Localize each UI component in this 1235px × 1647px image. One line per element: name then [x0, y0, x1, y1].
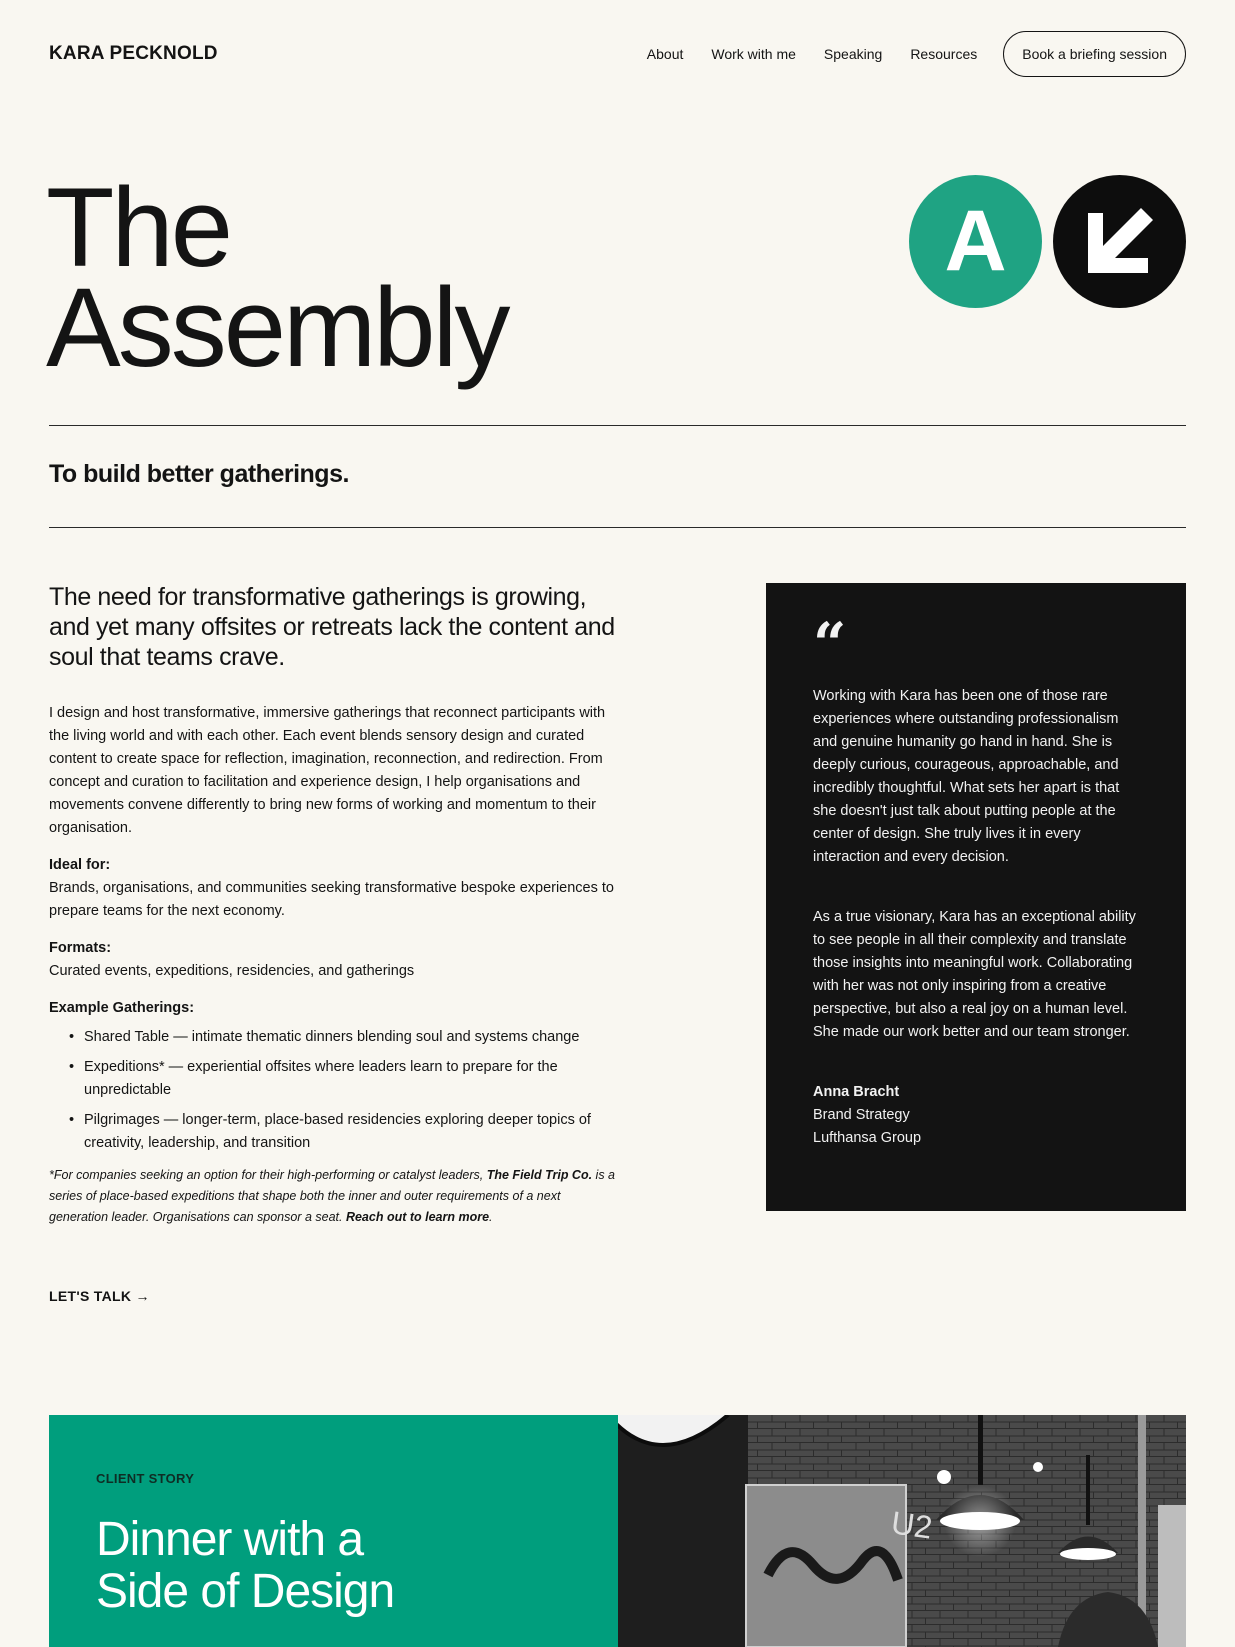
- intro-section: [49, 582, 619, 1242]
- list-item: • Expeditions* — experiential offsites where leaders learn to prepare for the unpredictable: [49, 1056, 619, 1102]
- arrow-down-left-icon-svg: [1053, 175, 1186, 308]
- page-title-line-1: The: [46, 165, 230, 290]
- footnote-text: *For companies seeking an option for their high-performing or catalyst leaders,: [49, 1168, 487, 1182]
- intro-lead: The need for transformative gatherings is growing, and yet many offsites or retreats lack the content and soul that teams crave.: [49, 583, 615, 671]
- formats-block: [49, 937, 619, 983]
- client-story-panel: [49, 1415, 618, 1647]
- formats-text: Curated events, expeditions, residencies, and gatherings: [49, 963, 415, 979]
- arrow-down-left-icon[interactable]: [1053, 175, 1186, 308]
- tagline: To build better gatherings.: [49, 460, 349, 488]
- client-story-tag: CLIENT STORY: [96, 1471, 195, 1486]
- examples-list: [49, 1026, 619, 1155]
- field-trip-footnote: [49, 1165, 619, 1228]
- examples-label: Example Gatherings:: [49, 1000, 195, 1016]
- book-briefing-button[interactable]: Book a briefing session: [1003, 31, 1186, 77]
- photo-sign-text: U2: [889, 1504, 935, 1546]
- main-nav: [619, 31, 1186, 77]
- ideal-for-label: Ideal for:: [49, 857, 111, 873]
- client-story-title-line-2: Side of Design: [96, 1565, 395, 1618]
- nav-work-with-me[interactable]: Work with me: [711, 45, 796, 62]
- testimonial-role: Brand Strategy: [813, 1107, 910, 1123]
- client-story-section[interactable]: [49, 1415, 1186, 1647]
- testimonial-name: Anna Bracht: [813, 1084, 900, 1100]
- footnote-period: .: [489, 1210, 493, 1224]
- nav-speaking[interactable]: Speaking: [823, 45, 883, 62]
- nav-about[interactable]: About: [646, 45, 684, 62]
- hero-badges: [909, 175, 1186, 308]
- ideal-for-text: Brands, organisations, and communities seeking transformative bespoke experiences to prepare teams for the next economy.: [49, 880, 614, 919]
- nav-resources[interactable]: Resources: [910, 45, 978, 62]
- letter-a-badge: A: [909, 175, 1042, 308]
- intro-paragraph: I design and host transformative, immersive gatherings that reconnect participants with the living world and with each other. Each event blends sensory design and curated content to create space for reflection, imagination, reconnection, and redirection. From concept and curation to facilitation and experience design, I help organisations and movements convene differently to bring new forms of working and momentum to their organisation.: [49, 705, 606, 836]
- testimonial-attribution: [813, 1081, 1139, 1150]
- testimonial-paragraph-1: Working with Kara has been one of those rare experiences where outstanding professionalism and genuine humanity go hand in hand. She is deeply curious, courageous, approachable, and incredibly thoughtful. What sets her apart is that she doesn't just talk about putting people at the center of design. She truly lives it in every interaction and every decision.: [813, 688, 1120, 865]
- site-header: [49, 30, 1186, 77]
- testimonial-paragraph-2: As a true visionary, Kara has an exceptional ability to see people in all their complexity and translate those insights into meaningful work. Collaborating with her was not only inspiring from a creative perspective, but also a real joy on a human level. She made our work better and our team stronger.: [813, 909, 1136, 1040]
- testimonial-text: [813, 685, 1139, 1044]
- list-item: • Shared Table — intimate thematic dinners blending soul and systems change: [49, 1026, 619, 1049]
- field-trip-co-name: The Field Trip Co.: [486, 1168, 593, 1182]
- client-story-title-line-1: Dinner with a: [96, 1513, 364, 1566]
- page-title: [46, 165, 508, 390]
- testimonial-card: [766, 583, 1186, 1211]
- divider-top: [49, 425, 1186, 426]
- footnote-text: is a series of place-based expeditions that shape both the inner and outer requirements of a next generation leader. Organisations can sponsor a seat.: [49, 1168, 616, 1224]
- formats-label: Formats:: [49, 940, 112, 956]
- testimonial-company: Lufthansa Group: [813, 1130, 922, 1146]
- page-title-line-2: Assembly: [46, 265, 508, 390]
- divider-bottom: [49, 527, 1186, 528]
- site-logo[interactable]: KARA PECKNOLD: [49, 42, 218, 64]
- ideal-for-block: [49, 854, 619, 923]
- intro-body: [49, 702, 619, 1228]
- client-story-photo: [618, 1415, 1186, 1647]
- quote-mark-icon: “: [813, 610, 847, 678]
- client-story-title: [96, 1514, 571, 1618]
- reach-out-link[interactable]: Reach out to learn more: [345, 1210, 490, 1224]
- list-item: • Pilgrimages — longer-term, place-based residencies exploring deeper topics of creativity, leadership, and transition: [49, 1109, 619, 1155]
- restaurant-photo-illustration: [618, 1415, 1186, 1647]
- lets-talk-link[interactable]: LET'S TALK →: [49, 1288, 150, 1304]
